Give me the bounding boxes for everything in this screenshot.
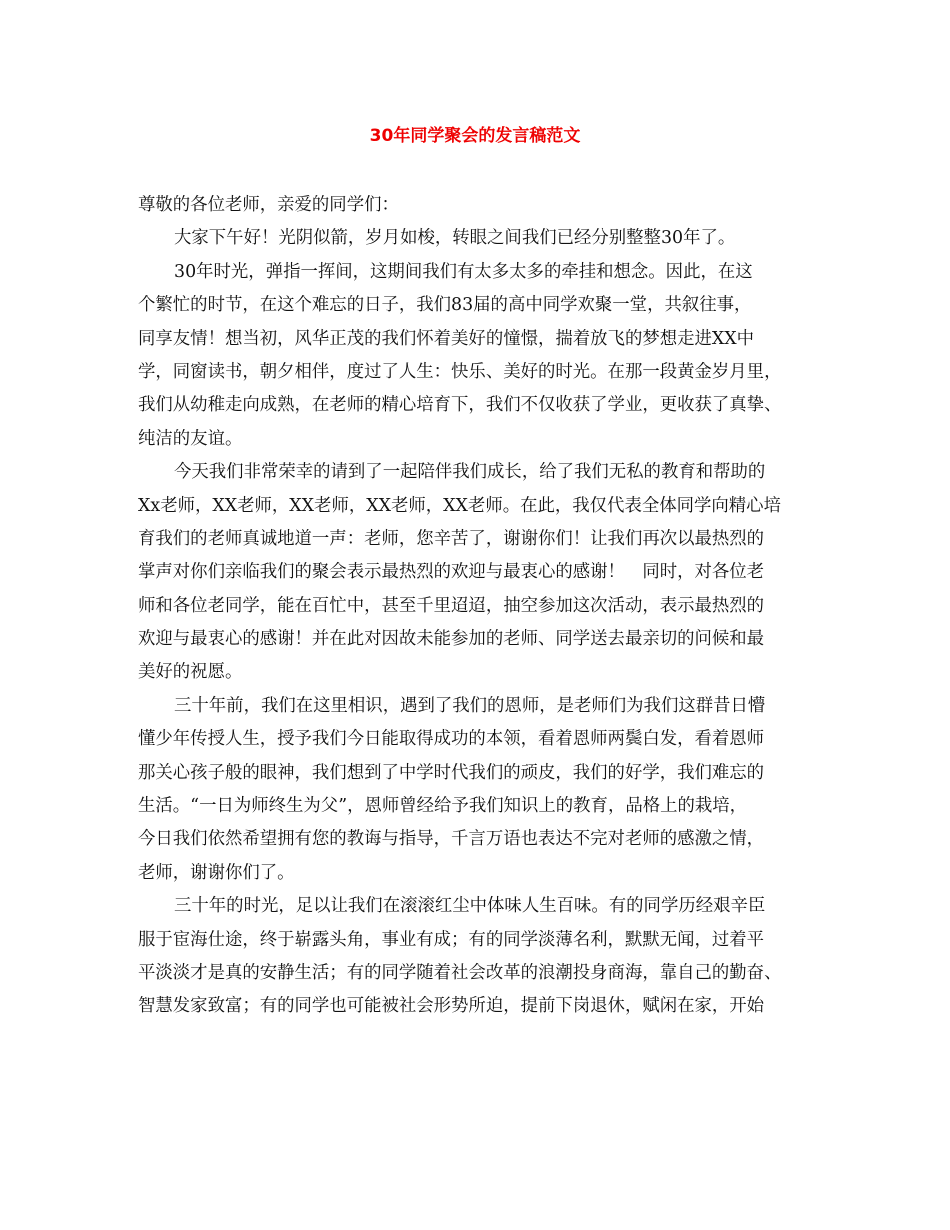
salutation-line: 尊敬的各位老师，亲爱的同学们：	[138, 195, 399, 215]
text-line: 师和各位老同学，能在百忙中，甚至千里迢迢，抽空参加这次活动，表示最热烈的	[138, 595, 765, 616]
text-line: 美好的祝愿。	[138, 662, 243, 683]
text-line: 同享友情！想当初，风华正茂的我们怀着美好的憧憬，揣着放飞的梦想走进XX中	[138, 328, 755, 349]
document-body	[138, 189, 824, 1024]
text-line: 今天我们非常荣幸的请到了一起陪伴我们成长，给了我们无私的教育和帮助的	[174, 462, 766, 483]
text-line: 那关心孩子般的眼神，我们想到了中学时代我们的顽皮，我们的好学，我们难忘的	[138, 762, 765, 783]
text-line: 30年时光，弹指一挥间，这期间我们有太多太多的牵挂和想念。因此，在这	[174, 261, 753, 282]
text-line: 智慧发家致富；有的同学也可能被社会形势所迫，提前下岗退休，赋闲在家，开始	[138, 996, 765, 1017]
text-line: 服于宦海仕途，终于崭露头角，事业有成；有的同学淡薄名利，默默无闻，过着平	[138, 929, 765, 950]
text-line: 掌声对你们亲临我们的聚会表示最热烈的欢迎与最衷心的感谢！ 同时，对各位老	[138, 562, 765, 583]
text-line: 三十年前，我们在这里相识，遇到了我们的恩师，是老师们为我们这群昔日懵	[174, 695, 766, 716]
text-line: 三十年的时光，足以让我们在滚滚红尘中体味人生百味。有的同学历经艰辛臣	[174, 896, 766, 917]
text-line: 平淡淡才是真的安静生活；有的同学随着社会改革的浪潮投身商海，靠自己的勤奋、	[138, 962, 782, 983]
text-line: 学，同窗读书，朝夕相伴，度过了人生：快乐、美好的时光。在那一段黄金岁月里，	[138, 361, 782, 382]
text-line: 大家下午好！光阴似箭，岁月如梭，转眼之间我们已经分别整整30年了。	[174, 228, 736, 249]
text-line: 老师，谢谢你们了。	[138, 862, 295, 883]
text-line: 纯洁的友谊。	[138, 428, 243, 449]
text-line: 生活。“一日为师终生为父”，恩师曾经给予我们知识上的教育，品格上的栽培，	[138, 796, 748, 817]
text-line: 我们从幼稚走向成熟，在老师的精心培育下，我们不仅收获了学业，更收获了真挚、	[138, 395, 782, 416]
text-line: 今日我们依然希望拥有您的教诲与指导，千言万语也表达不完对老师的感激之情，	[138, 829, 765, 850]
document-title: 30年同学聚会的发言稿范文	[369, 126, 581, 146]
text-line: 个繁忙的时节，在这个难忘的日子，我们83届的高中同学欢聚一堂，共叙往事，	[138, 295, 752, 316]
text-line: 懂少年传授人生，授予我们今日能取得成功的本领，看着恩师两鬓白发，看着恩师	[138, 729, 765, 750]
text-line: 欢迎与最衷心的感谢！并在此对因故未能参加的老师、同学送去最亲切的问候和最	[138, 629, 765, 650]
text-line: 育我们的老师真诚地道一声：老师，您辛苦了，谢谢你们！让我们再次以最热烈的	[138, 528, 765, 549]
text-line: Xx老师，XX老师，XX老师，XX老师，XX老师。在此，我仅代表全体同学向精心培	[138, 495, 781, 516]
